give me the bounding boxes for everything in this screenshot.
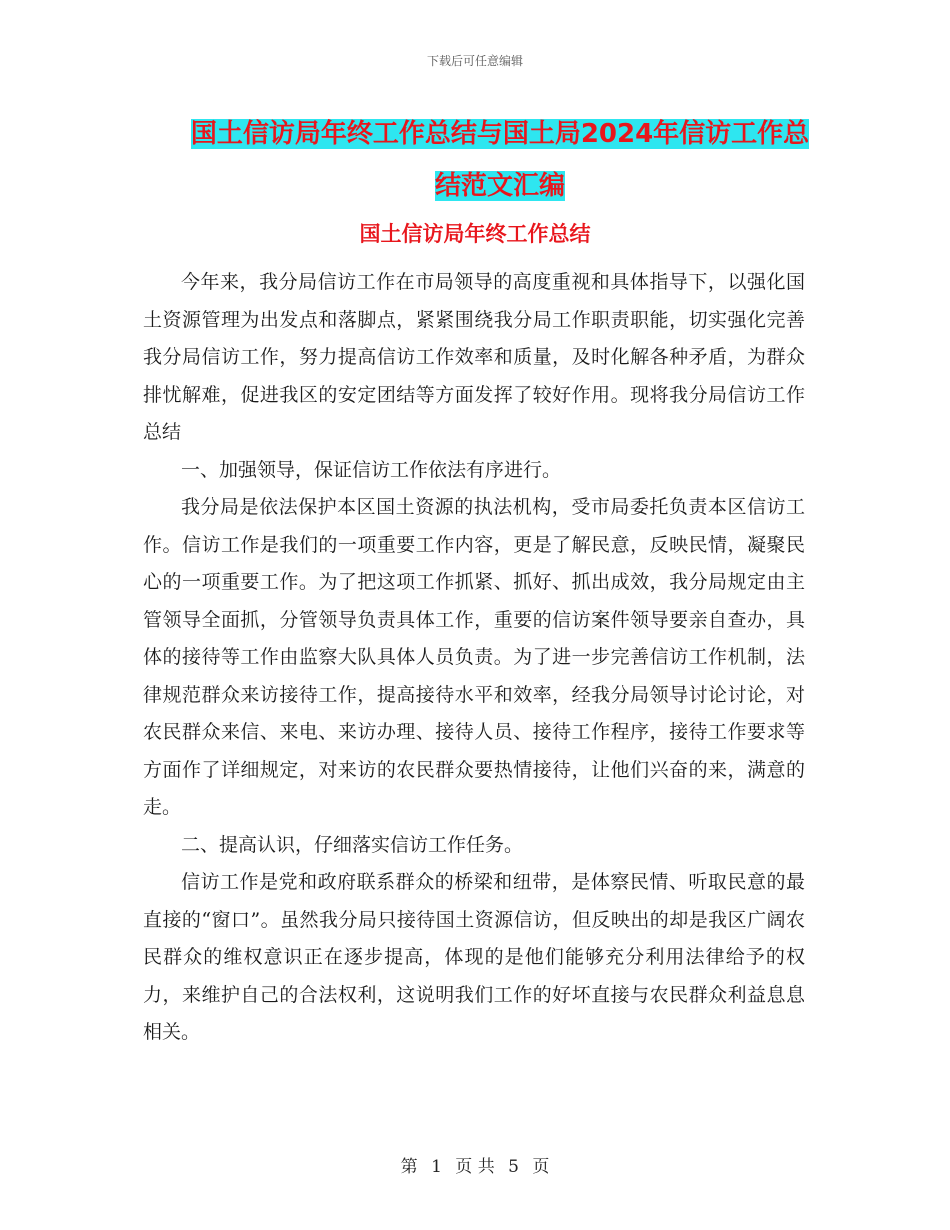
paragraph: 我分局是依法保护本区国土资源的执法机构，受市局委托负责本区信访工作。信访工作是我们的一项重要工作内容，更是了解民意，反映民情，凝聚民心的一项重要工作。为了把这项工作抓紧、抓好、抓出成效，我分局规定由主管领导全面抓，分管领导负责具体工作，重要的信访案件领导要亲自查办，具体的接待等工作由监察大队具体人员负责。为了进一步完善信访工作机制，法律规范群众来访接待工作，提高接待水平和效率，经我分局领导讨论讨论，对农民群众来信、来电、来访办理、接待人员、接待工作程序，接待工作要求等方面作了详细规定，对来访的农民群众要热情接待，让他们兴奋的来，满意的走。 — [143, 496, 805, 818]
paragraph: 二、提高认识，仔细落实信访工作任务。 — [181, 833, 524, 856]
footer-suffix: 页 — [532, 1157, 550, 1177]
footer-total-pages: 5 — [508, 1157, 519, 1177]
body-content — [143, 264, 805, 1052]
section-title: 国土信访局年终工作总结 — [359, 222, 591, 246]
document-title-line-1: 国土信访局年终工作总结与国土局2024年信访工作总 — [190, 119, 810, 149]
document-title-line-2: 结范文汇编 — [434, 171, 565, 201]
paragraph: 一、加强领导，保证信访工作依法有序进行。 — [181, 458, 562, 481]
footer-mid: 页 共 — [455, 1157, 495, 1177]
header-note: 下载后可任意编辑 — [426, 54, 523, 68]
footer-prefix: 第 — [400, 1157, 418, 1177]
page-footer — [0, 1152, 950, 1177]
paragraph: 今年来，我分局信访工作在市局领导的高度重视和具体指导下，以强化国土资源管理为出发点和落脚点，紧紧围绕我分局工作职责职能，切实强化完善我分局信访工作，努力提高信访工作效率和质量，及时化解各种矛盾，为群众排忧解难，促进我区的安定团结等方面发挥了较好作用。现将我分局信访工作总结 — [143, 271, 805, 443]
paragraph: 信访工作是党和政府联系群众的桥梁和纽带，是体察民情、听取民意的最直接的“窗口”。虽然我分局只接待国土资源信访，但反映出的却是我区广阔农民群众的维权意识正在逐步提高，体现的是他们能够充分利用法律给予的权力，来维护自己的合法权利，这说明我们工作的好坏直接与农民群众利益息息相关。 — [143, 871, 805, 1043]
footer-page-number: 1 — [431, 1157, 442, 1177]
document-title — [140, 108, 860, 212]
